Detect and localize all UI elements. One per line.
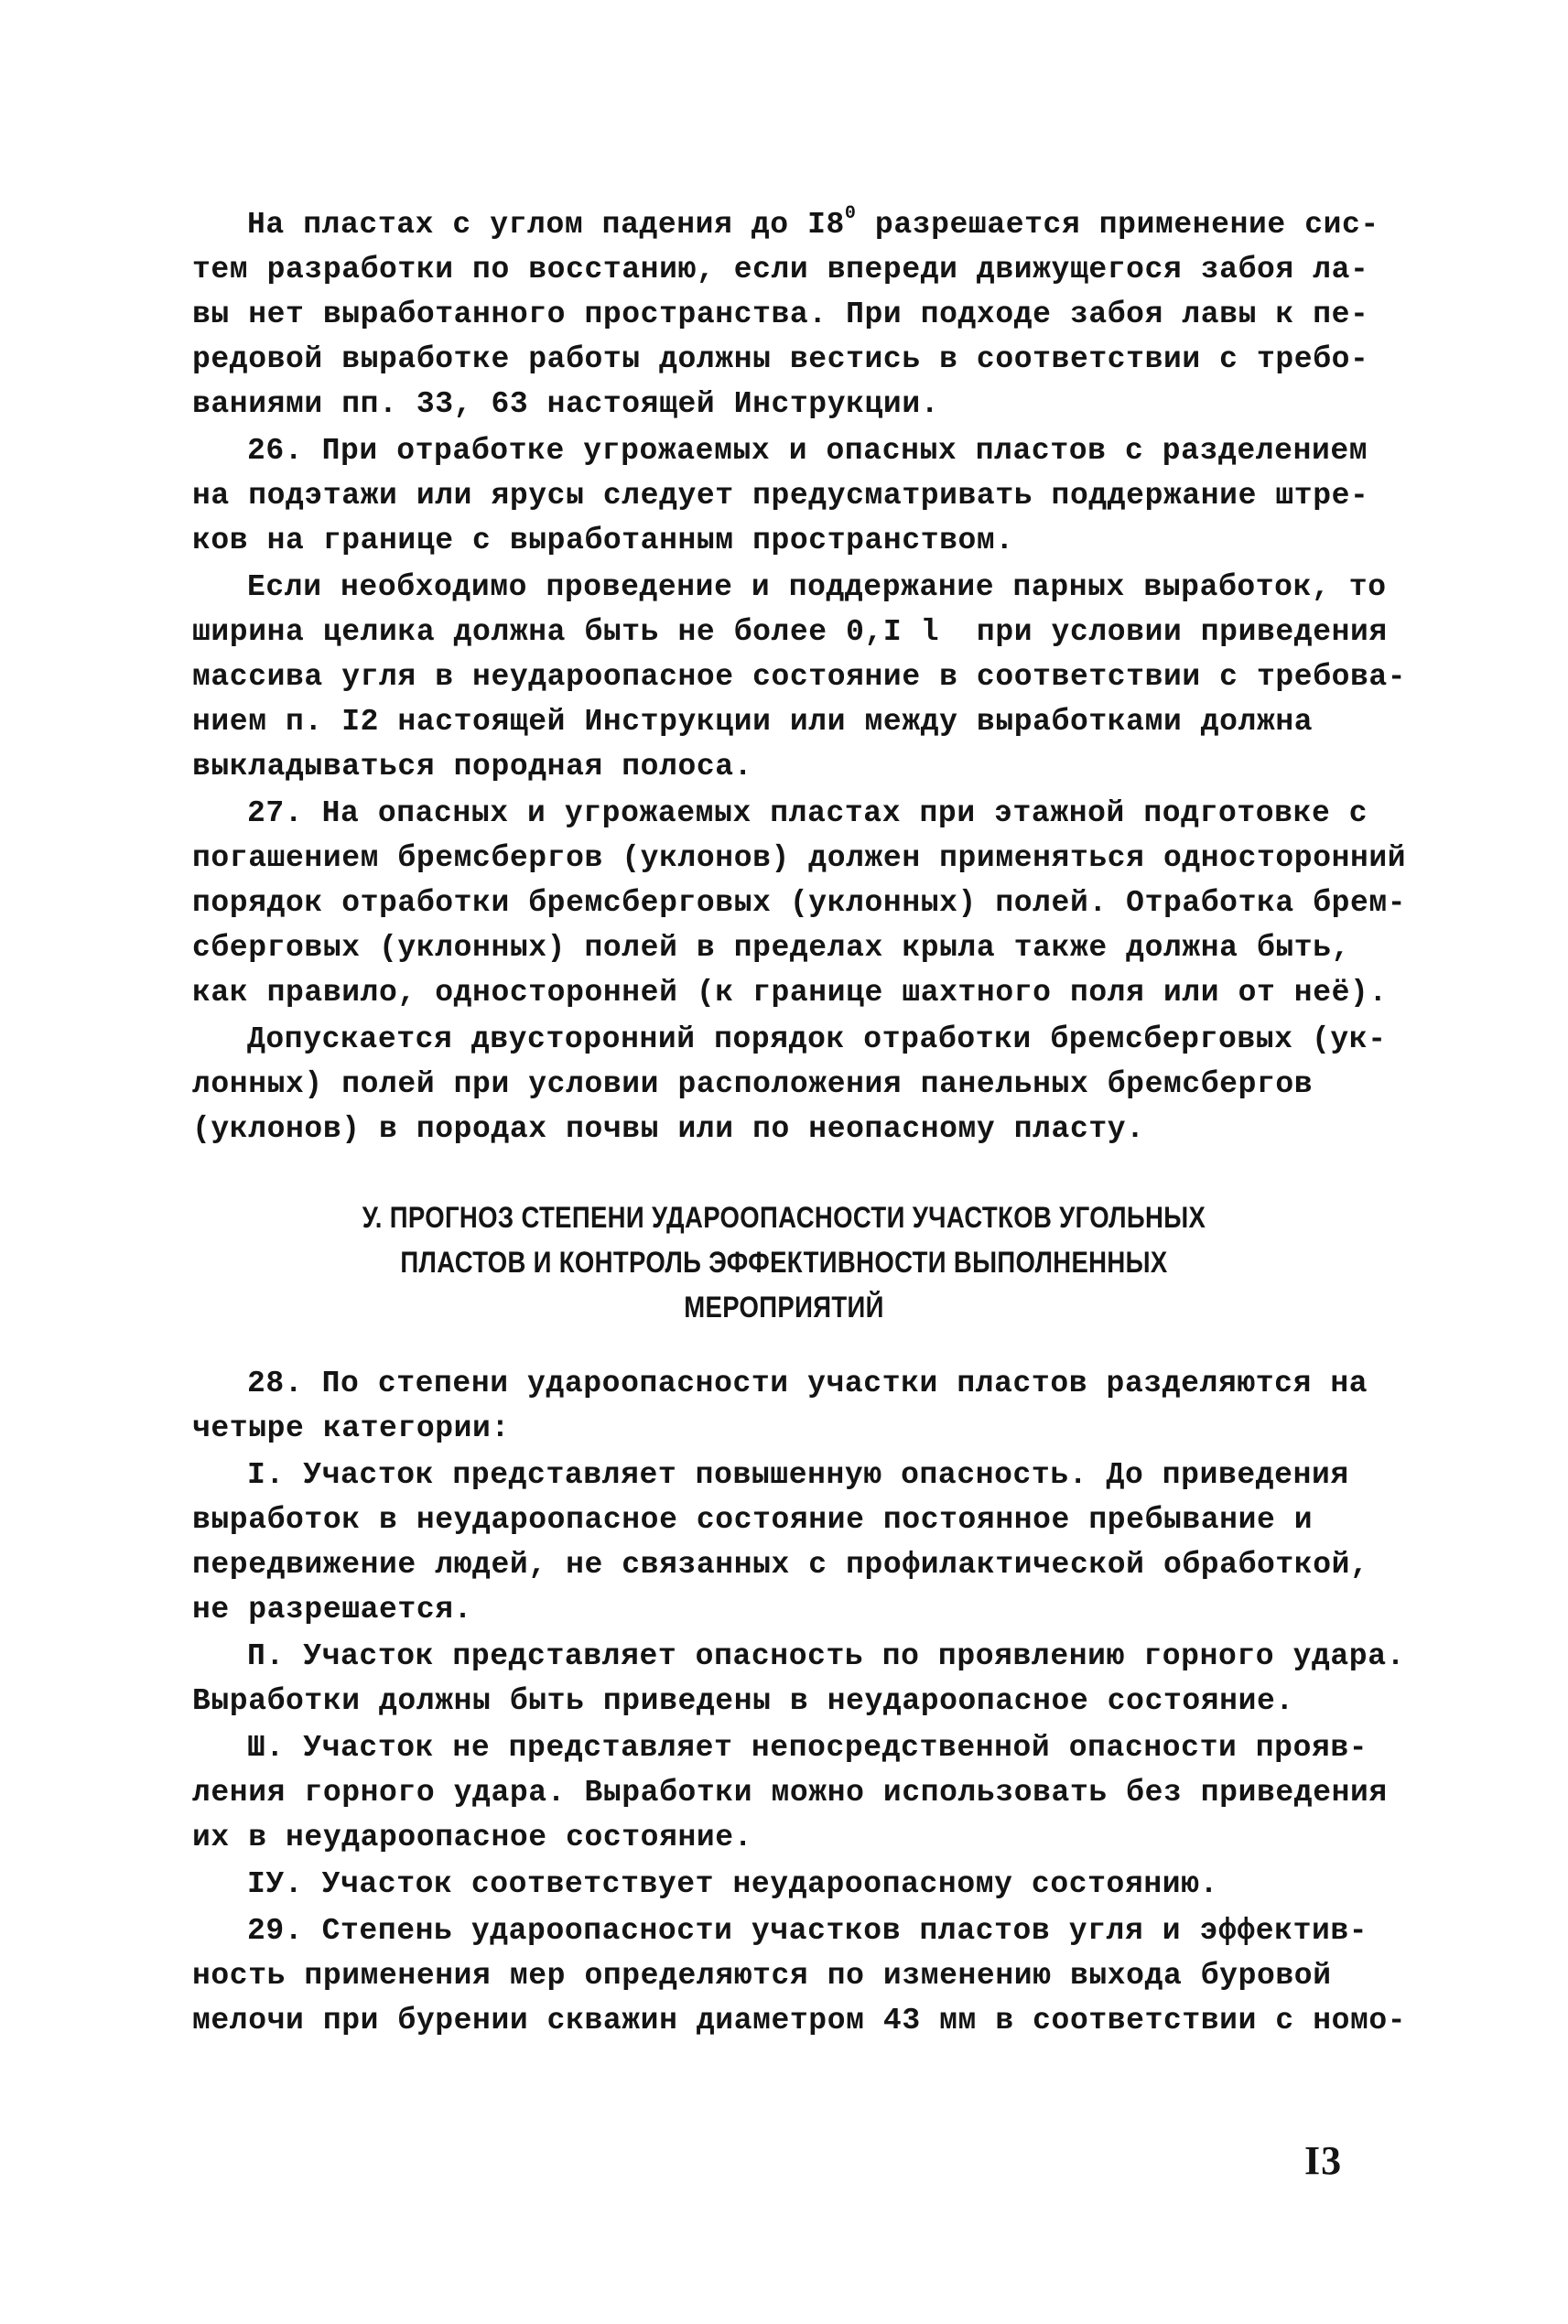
- text-line: лонных) полей при условии расположения панельных бремсбергов: [192, 1067, 1314, 1101]
- text-line: На пластах с углом падения до $I8^0$ разрешается применение сис-: [247, 203, 1379, 242]
- text-line: передвижение людей, не связанных с профилактической обработкой,: [192, 1548, 1369, 1582]
- text-line: Допускается двусторонний порядок отработки бремсберговых (ук-: [247, 1022, 1387, 1056]
- text-line: ваниями пп. 33, 63 настоящей Инструкции.: [192, 387, 940, 421]
- text-line: не разрешается.: [192, 1593, 473, 1627]
- text-line: выкладываться породная полоса.: [192, 750, 753, 784]
- text-line: сберговых (уклонных) полей в пределах крыла также должна быть,: [192, 931, 1350, 965]
- text-line: четыре категории:: [192, 1411, 510, 1445]
- text-line: погашением бремсбергов (уклонов) должен применяться односторонний: [192, 841, 1407, 875]
- text-line: на подэтажи или ярусы следует предусматривать поддержание штре-: [192, 479, 1369, 513]
- section-heading: ПЛАСТОВ И КОНТРОЛЬ ЭФФЕКТИВНОСТИ ВЫПОЛНЕННЫХ: [400, 1246, 1168, 1279]
- text-line: IУ. Участок соответствует неудароопасному состоянию.: [247, 1867, 1218, 1901]
- text-line: как правило, односторонней (к границе шахтного поля или от неё).: [192, 976, 1388, 1010]
- text-line: 29. Степень удароопасности участков пластов угля и эффектив-: [247, 1914, 1368, 1948]
- text-line: П. Участок представляет опасность по проявлению горного удара.: [247, 1639, 1405, 1673]
- text-line: порядок отработки бремсберговых (уклонных) полей. Отработка брем-: [192, 886, 1407, 920]
- text-line: тем разработки по восстанию, если впереди движущегося забоя ла-: [192, 253, 1369, 286]
- section-heading: У. ПРОГНОЗ СТЕПЕНИ УДАРООПАСНОСТИ УЧАСТКОВ УГОЛЬНЫХ: [362, 1201, 1206, 1234]
- text-line: ширина целика должна быть не более 0,I l при условии приведения: [192, 615, 1388, 649]
- text-line: ления горного удара. Выработки можно использовать без приведения: [192, 1776, 1388, 1810]
- text-line: I. Участок представляет повышенную опасность. До приведения: [247, 1458, 1349, 1492]
- text-line: выработок в неудароопасное состояние постоянное пребывание и: [192, 1503, 1314, 1537]
- text-line: мелочи при бурении скважин диаметром 43 мм в соответствии с номо-: [192, 2004, 1407, 2038]
- text-line: 27. На опасных и угрожаемых пластах при этажной подготовке с: [247, 796, 1368, 830]
- text-line: Выработки должны быть приведены в неудароопасное состояние.: [192, 1684, 1294, 1718]
- text-line: массива угля в неудароопасное состояние в соответствии с требова-: [192, 660, 1407, 694]
- text-line: вы нет выработанного пространства. При подходе забоя лавы к пе-: [192, 297, 1369, 331]
- section-heading: МЕРОПРИЯТИЙ: [684, 1291, 884, 1324]
- text-line: нием п. I2 настоящей Инструкции или между выработками должна: [192, 705, 1314, 739]
- text-line: Если необходимо проведение и поддержание парных выработок, то: [247, 570, 1387, 604]
- text-line: их в неудароопасное состояние.: [192, 1821, 753, 1854]
- text-line: 26. При отработке угрожаемых и опасных пластов с разделением: [247, 434, 1368, 468]
- text-line: 28. По степени удароопасности участки пластов разделяются на: [247, 1367, 1368, 1400]
- page-number: I3: [1304, 2138, 1343, 2183]
- text-line: Ш. Участок не представляет непосредственной опасности прояв-: [247, 1731, 1368, 1765]
- text-line: ность применения мер определяются по изменению выхода буровой: [192, 1959, 1332, 1993]
- text-line: ков на границе с выработанным пространством.: [192, 524, 1014, 557]
- text-line: редовой выработке работы должны вестись в соответствии с требо-: [192, 342, 1369, 376]
- text-line: (уклонов) в породах почвы или по неопасному пласту.: [192, 1112, 1145, 1146]
